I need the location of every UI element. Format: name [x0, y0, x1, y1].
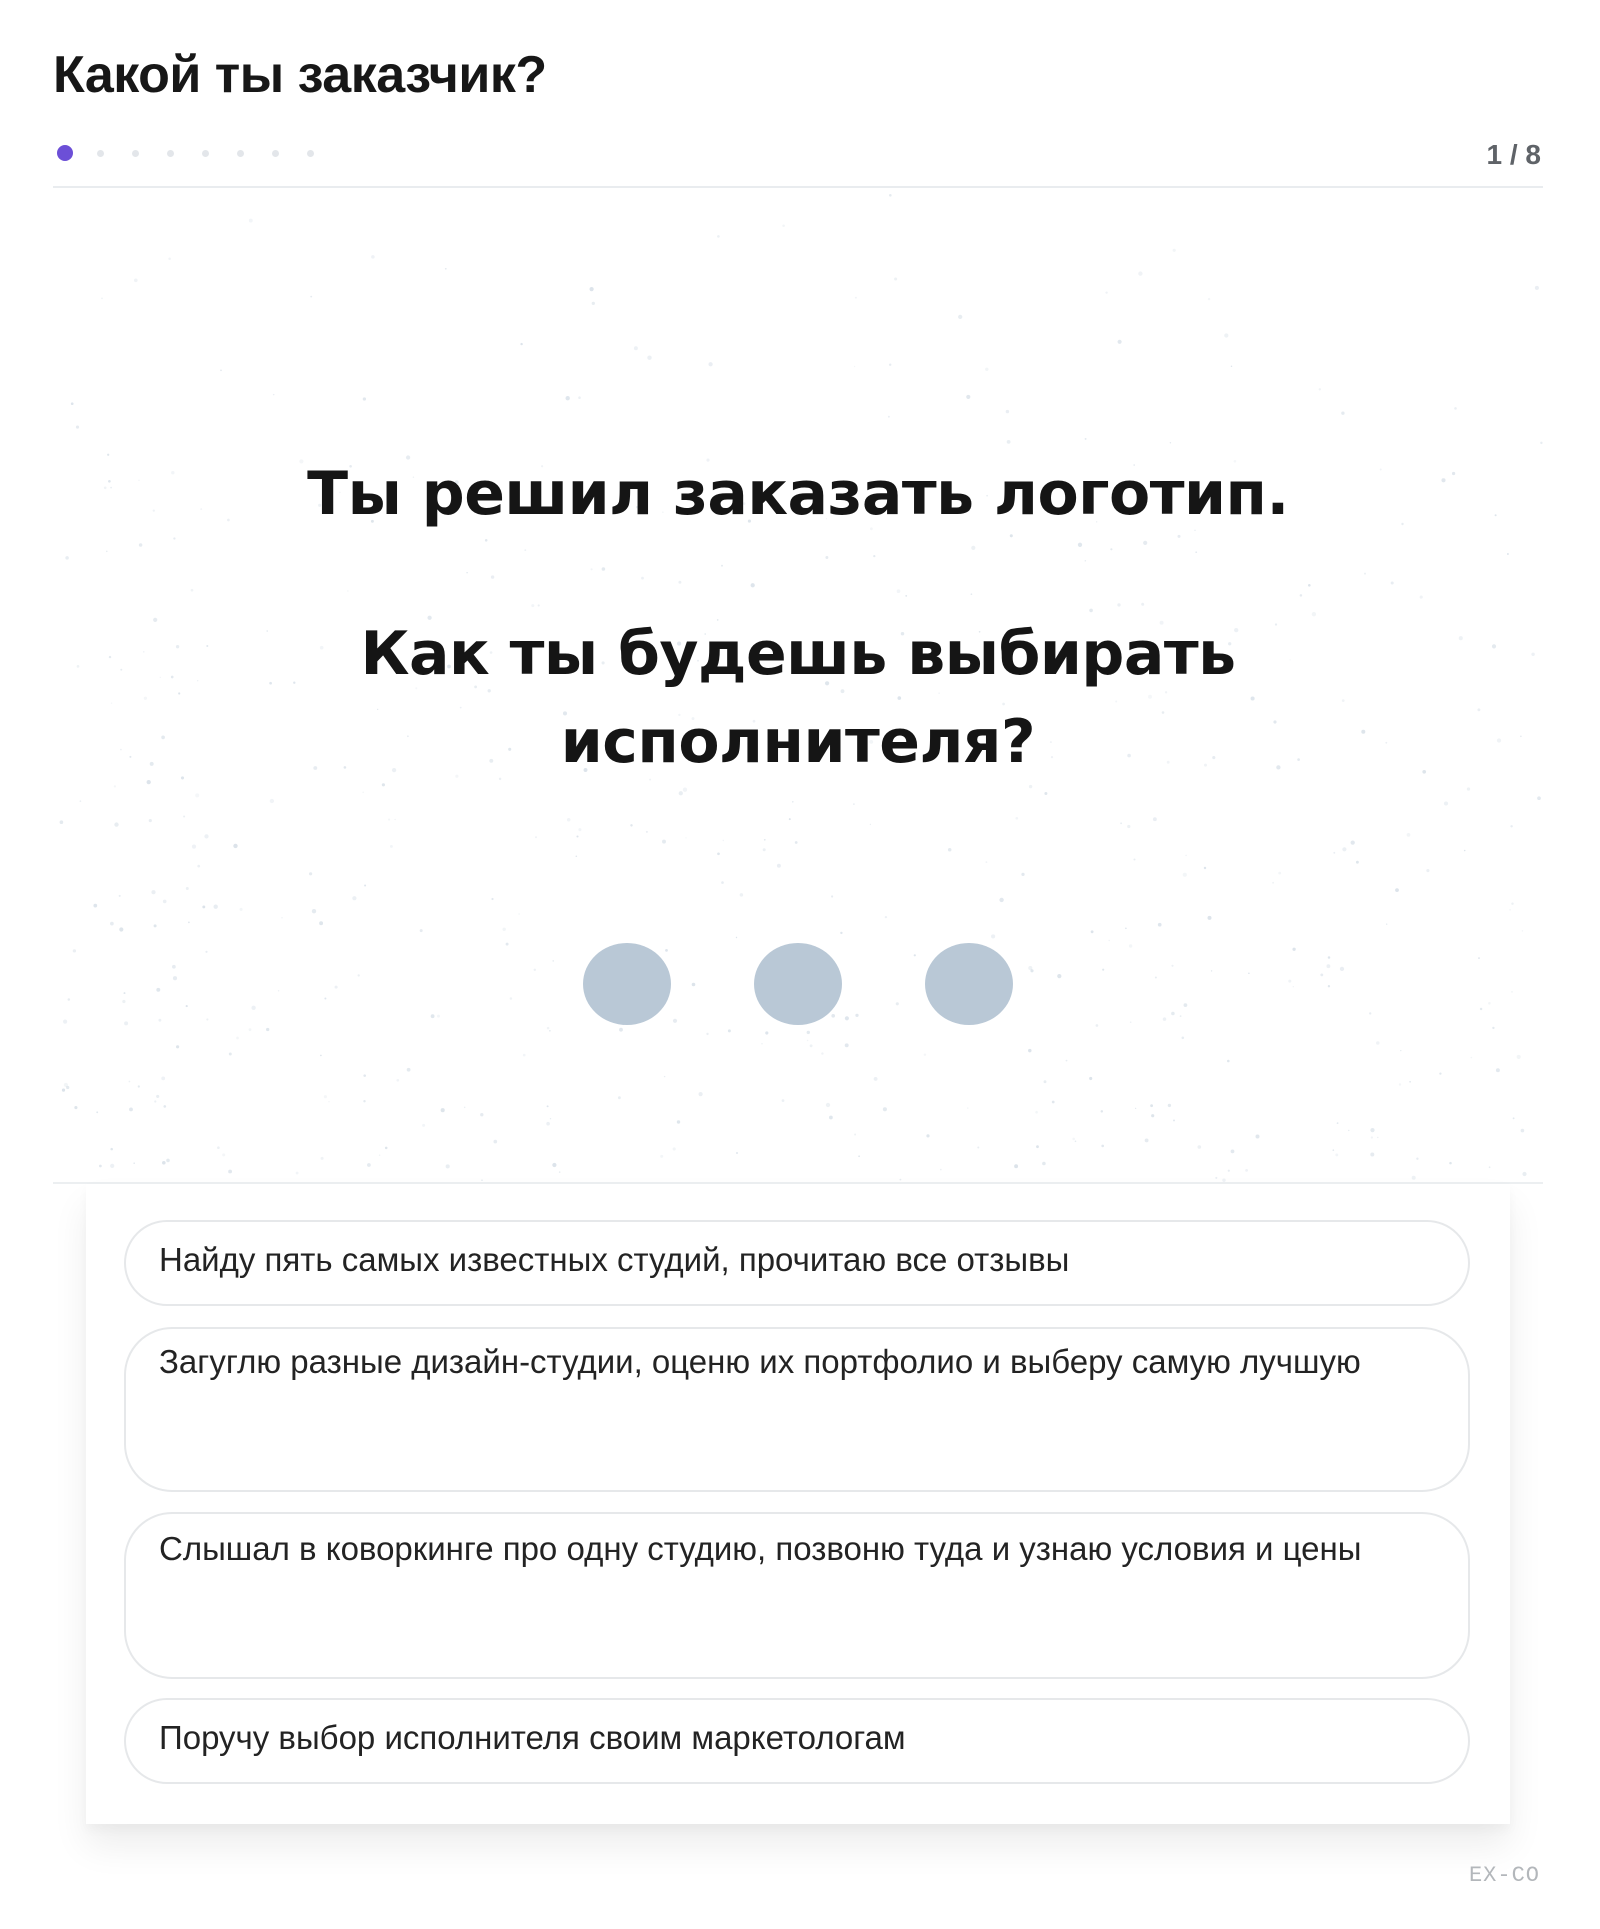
answer-label: Слышал в коворкинге про одну студию, позвоню туда и узнаю условия и цены [159, 1530, 1362, 1567]
progress-dot [132, 150, 139, 157]
answer-option[interactable] [124, 1327, 1470, 1492]
answer-option[interactable] [124, 1220, 1470, 1306]
progress-dot [272, 150, 279, 157]
brand-logo: EX-CO [1468, 1863, 1540, 1888]
progress-dot [97, 150, 104, 157]
quiz-title: Какой ты заказчик? [53, 46, 547, 104]
progress-indicator [57, 144, 342, 162]
answer-option[interactable] [124, 1512, 1470, 1679]
question-line: исполнителя? [560, 707, 1036, 777]
question-counter: 1 / 8 [1486, 139, 1541, 170]
question-text [53, 450, 1543, 786]
typing-dot [754, 943, 842, 1025]
answer-option[interactable] [124, 1698, 1470, 1784]
answer-label: Поручу выбор исполнителя своим маркетологам [159, 1719, 906, 1756]
typing-dots-icon [583, 943, 943, 1033]
progress-dot [202, 150, 209, 157]
progress-dot-active [57, 145, 73, 161]
progress-dot [167, 150, 174, 157]
answer-label: Загуглю разные дизайн-студии, оценю их портфолио и выберу самую лучшую [159, 1343, 1361, 1380]
progress-dot [237, 150, 244, 157]
answer-label: Найду пять самых известных студий, прочитаю все отзывы [159, 1241, 1070, 1278]
question-line: Как ты будешь выбирать [360, 619, 1236, 689]
question-line: Ты решил заказать логотип. [307, 459, 1289, 529]
typing-dot [925, 943, 1013, 1025]
question-panel [53, 188, 1543, 1182]
answers-card [86, 1184, 1510, 1824]
typing-dot [583, 943, 671, 1025]
progress-dot [307, 150, 314, 157]
